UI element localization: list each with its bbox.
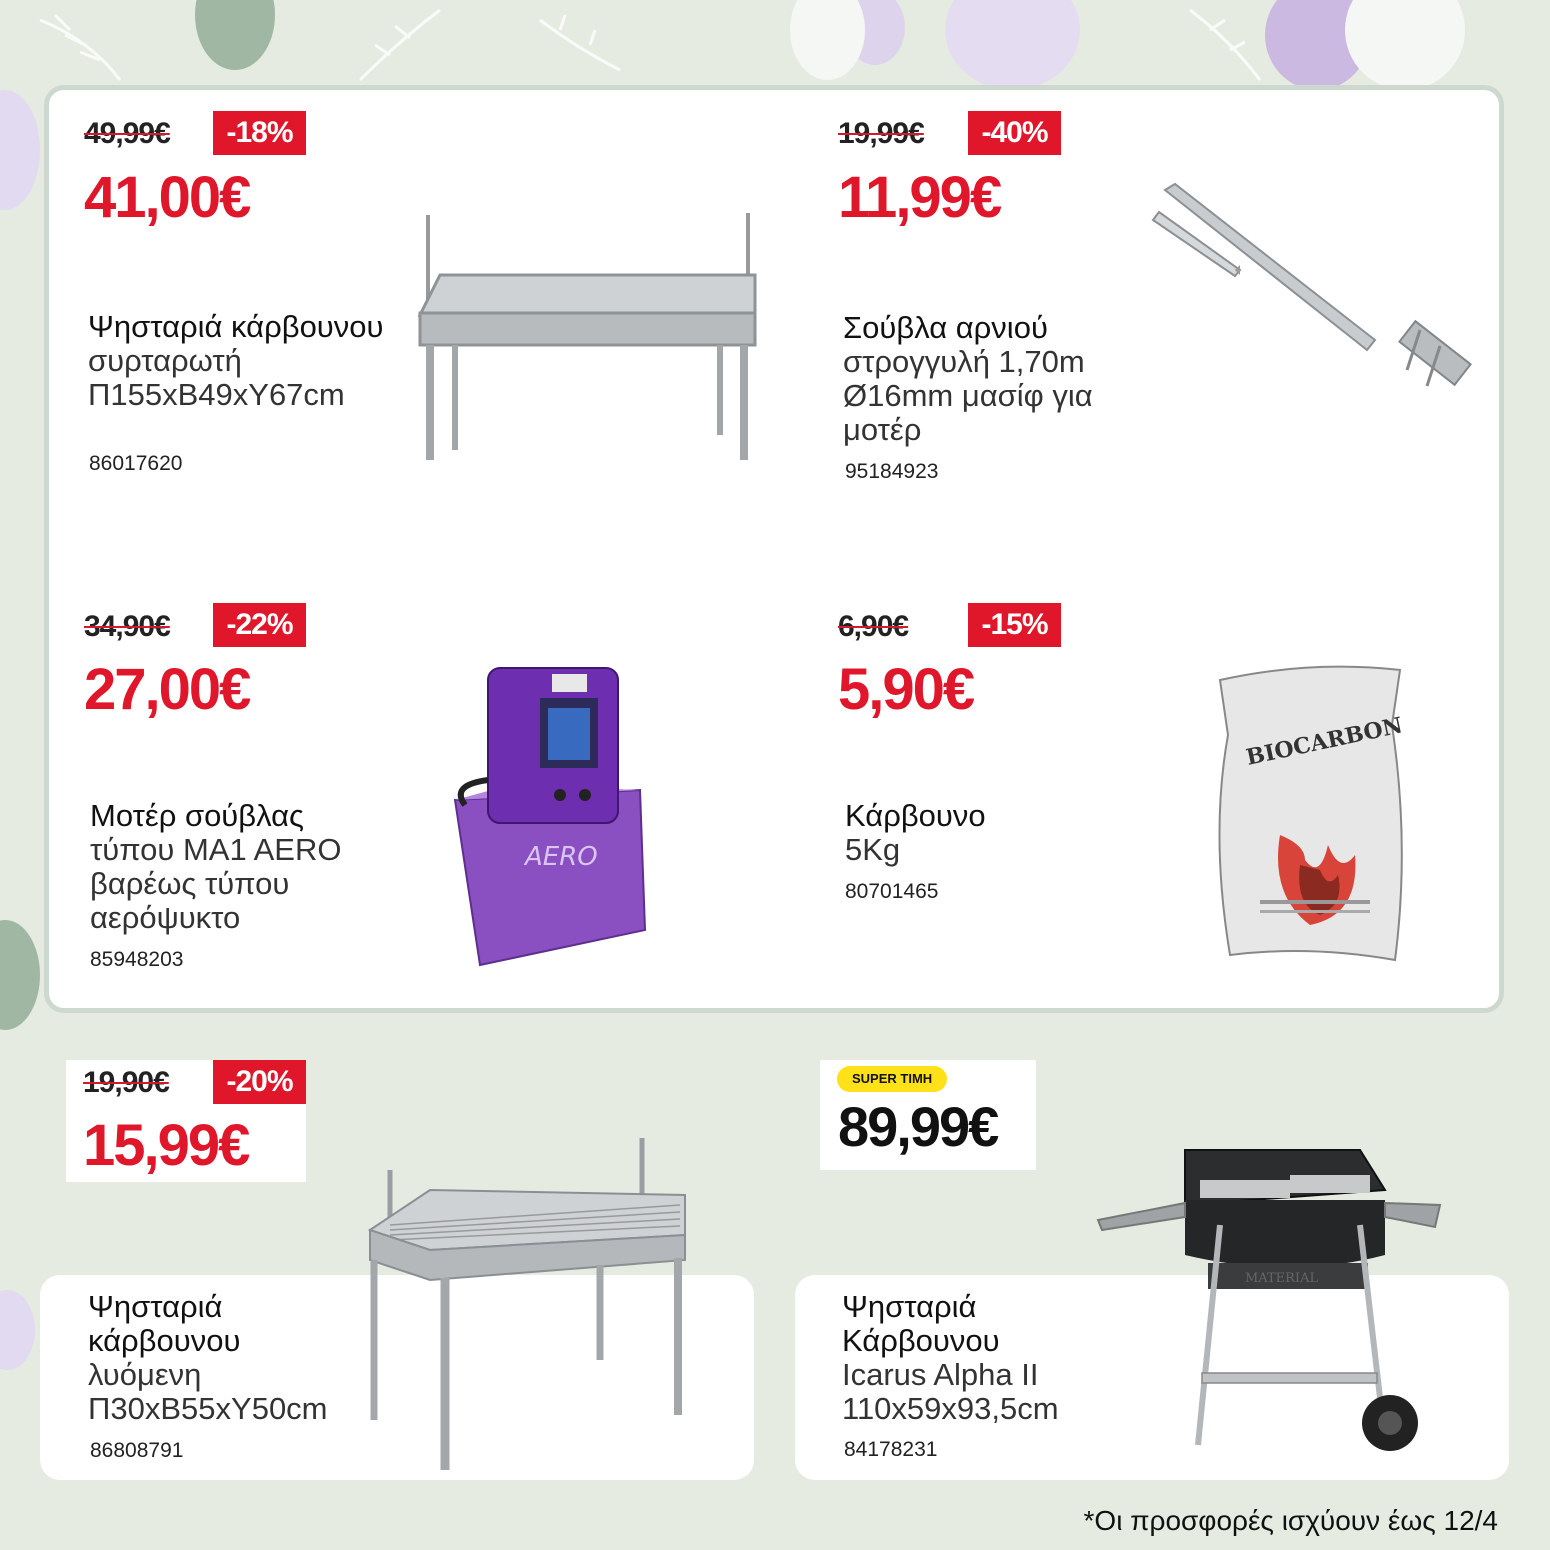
old-price: 34,90€ <box>84 610 170 643</box>
product-description <box>88 1290 378 1426</box>
charcoal-bag-image <box>1210 665 1420 970</box>
sale-price: 5,90€ <box>838 657 974 722</box>
svg-text:BIOCARBON: BIOCARBON <box>1243 712 1405 771</box>
product-name: Ψησταριά Κάρβουνου <box>842 1289 1000 1358</box>
charcoal-grill-tray-image <box>410 205 770 470</box>
product-description <box>845 799 1135 867</box>
detachable-grill-image <box>360 1130 700 1475</box>
product-name: Σούβλα αρνιού <box>843 310 1048 345</box>
discount-badge: -15% <box>968 603 1061 647</box>
discount-badge: -18% <box>213 111 306 155</box>
product-details: συρταρωτή Π155xΒ49xΥ67cm <box>88 343 345 412</box>
product-name: Μοτέρ σούβλας <box>90 798 304 833</box>
decor-egg-lilac <box>0 1290 35 1370</box>
product-code: 86017620 <box>89 452 183 475</box>
product-code: 95184923 <box>845 460 939 483</box>
product-description <box>88 310 388 412</box>
discount-badge: -22% <box>213 603 306 647</box>
decor-egg-lilac <box>0 90 40 210</box>
spit-motor-image <box>440 660 660 970</box>
barrel-grill-image <box>1090 1145 1445 1455</box>
discount-badge: -40% <box>968 111 1061 155</box>
sale-price: 41,00€ <box>84 165 250 230</box>
sale-price: 89,99€ <box>838 1095 998 1158</box>
discount-badge: -20% <box>213 1060 306 1104</box>
product-code: 86808791 <box>90 1439 184 1462</box>
product-details: τύπου MA1 AERO βαρέως τύπου αερόψυκτο <box>90 832 342 935</box>
super-price-tag: SUPER ΤΙΜΗ <box>837 1066 947 1092</box>
decor-egg-green <box>0 920 40 1030</box>
old-price: 49,99€ <box>84 117 170 150</box>
product-name: Ψησταριά κάρβουνου <box>88 1289 241 1358</box>
svg-text:AERO: AERO <box>525 842 598 872</box>
product-details: Icarus Alpha II 110x59x93,5cm <box>842 1357 1059 1426</box>
sale-price: 15,99€ <box>83 1113 249 1178</box>
product-details: στρογγυλή 1,70m Ø16mm μασίφ για μοτέρ <box>843 344 1093 447</box>
product-code: 80701465 <box>845 880 939 903</box>
product-name: Κάρβουνο <box>845 798 986 833</box>
product-details: 5Kg <box>845 832 901 867</box>
old-price: 19,99€ <box>838 117 924 150</box>
product-code: 85948203 <box>90 948 184 971</box>
product-details: λυόμενη Π30xΒ55xΥ50cm <box>88 1357 328 1426</box>
sale-price: 27,00€ <box>84 657 250 722</box>
svg-text:MATERIAL: MATERIAL <box>1245 1271 1319 1286</box>
product-name: Ψησταριά κάρβουνου <box>88 309 384 344</box>
old-price: 19,90€ <box>83 1066 169 1099</box>
sale-price: 11,99€ <box>838 165 1001 230</box>
product-description <box>843 311 1133 447</box>
lamb-skewer-image <box>1145 180 1485 410</box>
decor-leaves <box>0 0 1550 90</box>
product-description <box>842 1290 1132 1426</box>
product-description <box>90 799 390 935</box>
product-code: 84178231 <box>844 1438 938 1461</box>
old-price: 6,90€ <box>838 610 909 643</box>
offer-validity-note: *Οι προσφορές ισχύουν έως 12/4 <box>1083 1505 1498 1536</box>
